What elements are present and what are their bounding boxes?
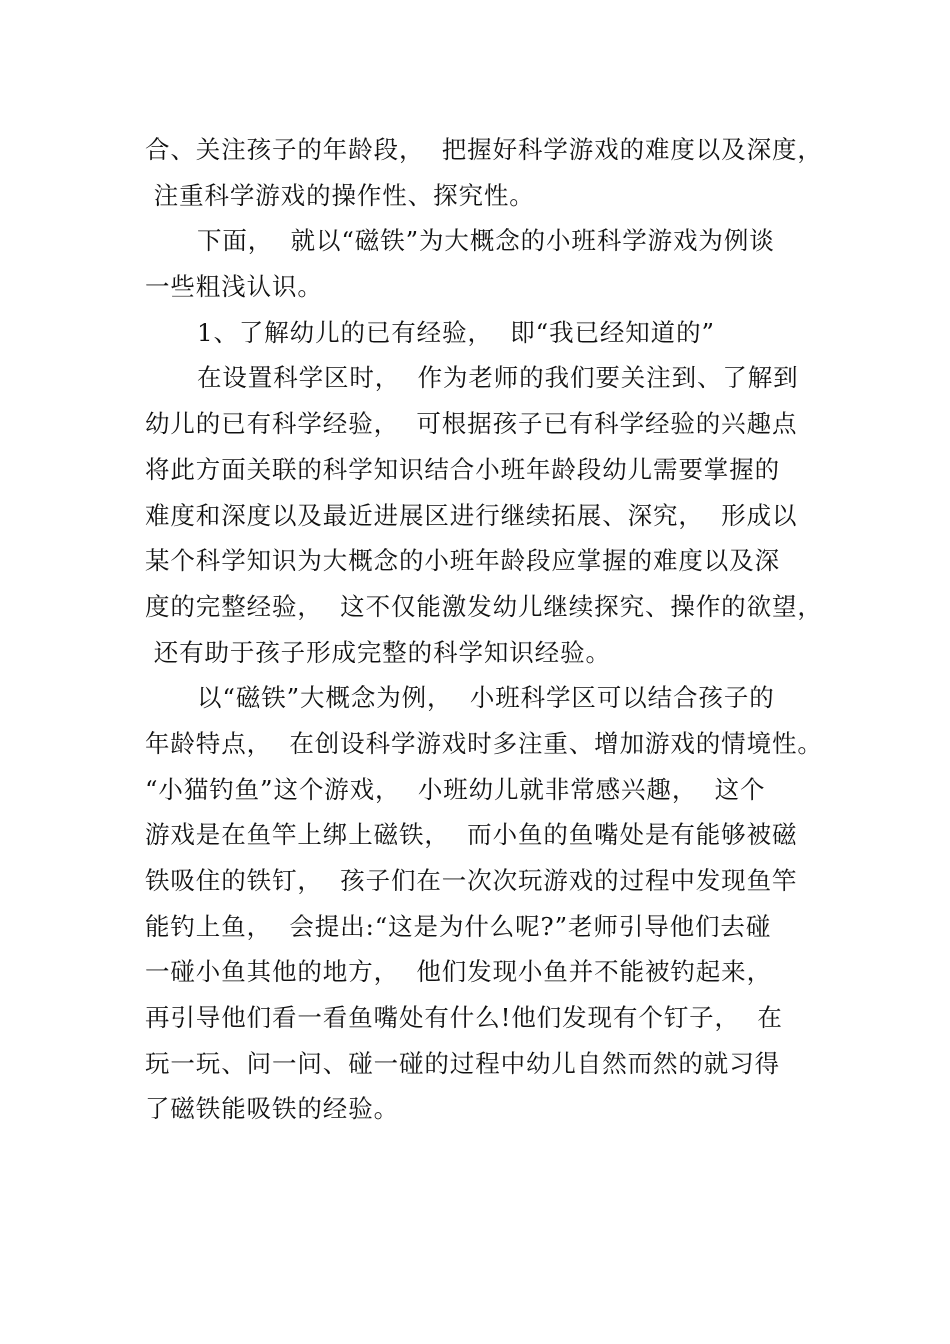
- text-line: 再引导他们看一看鱼嘴处有什么!他们发现有个钉子， 在: [145, 1003, 783, 1033]
- text-line: 能钓上鱼， 会提出:“这是为什么呢?”老师引导他们去碰: [145, 911, 772, 941]
- text-line: 幼儿的已有科学经验， 可根据孩子已有科学经验的兴趣点: [145, 409, 798, 439]
- text-line: 难度和深度以及最近进展区进行继续拓展、深究， 形成以: [145, 500, 798, 530]
- text-line: 年龄特点， 在创设科学游戏时多注重、增加游戏的情境性。: [145, 728, 823, 758]
- text-line: 游戏是在鱼竿上绑上磁铁， 而小鱼的鱼嘴处是有能够被磁: [145, 820, 798, 850]
- text-line: 一些粗浅认识。: [145, 272, 323, 302]
- text-line: 将此方面关联的科学知识结合小班年龄段幼儿需要掌握的: [145, 454, 780, 484]
- body-text: [145, 127, 825, 1132]
- text-line: 下面， 就以“磁铁”为大概念的小班科学游戏为例谈: [197, 226, 775, 256]
- text-line: “小猫钓鱼”这个游戏， 小班幼儿就非常感兴趣， 这个: [145, 774, 766, 804]
- text-line: 一碰小鱼其他的地方， 他们发现小鱼并不能被钓起来，: [145, 957, 772, 987]
- text-line: 了磁铁能吸铁的经验。: [145, 1094, 399, 1124]
- text-line: 注重科学游戏的操作性、探究性。: [145, 180, 535, 210]
- text-line: 某个科学知识为大概念的小班年龄段应掌握的难度以及深: [145, 546, 780, 576]
- text-line: 还有助于孩子形成完整的科学知识经验。: [145, 637, 611, 667]
- section-heading: 1、了解幼儿的已有经验， 即“我已经知道的”: [197, 317, 715, 347]
- text-line: 在设置科学区时， 作为老师的我们要关注到、了解到: [197, 363, 799, 393]
- text-line: 铁吸住的铁钉， 孩子们在一次次玩游戏的过程中发现鱼竿: [145, 866, 798, 895]
- text-line: 合、关注孩子的年龄段， 把握好科学游戏的难度以及深度，: [145, 135, 823, 164]
- text-line: 度的完整经验， 这不仅能激发幼儿继续探究、操作的欲望，: [145, 591, 823, 621]
- text-line: 以“磁铁”大概念为例， 小班科学区可以结合孩子的: [197, 683, 775, 713]
- text-line: 玩一玩、问一问、碰一碰的过程中幼儿自然而然的就习得: [145, 1048, 780, 1078]
